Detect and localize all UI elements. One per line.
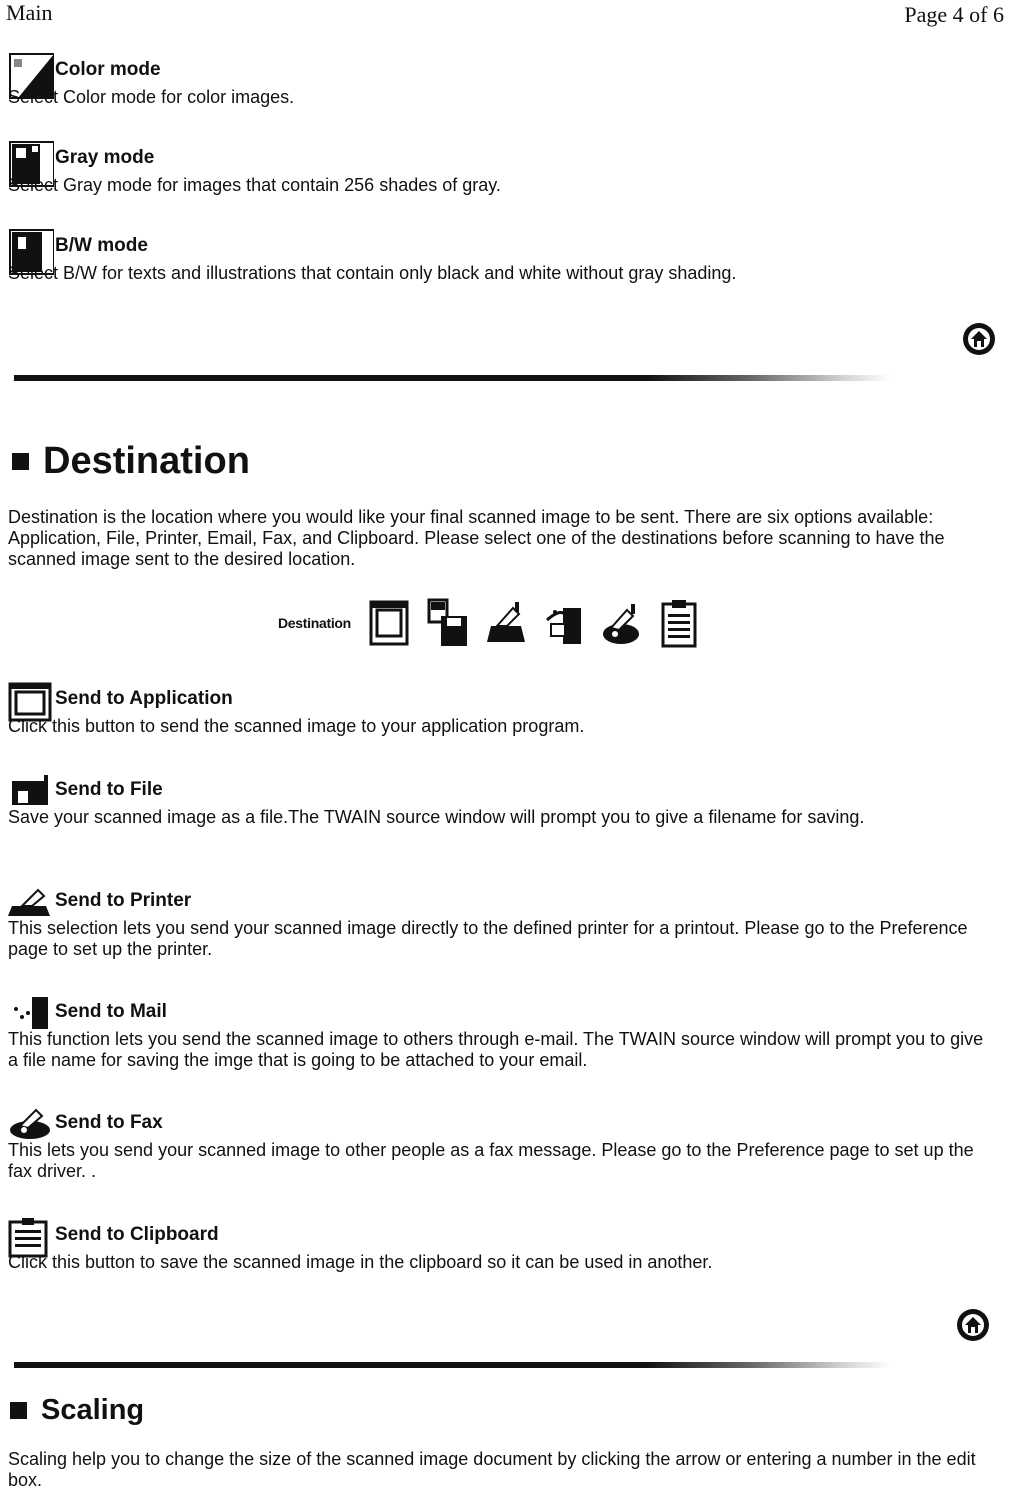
- send-to-application-description: Click this button to send the scanned image to your application program.: [8, 716, 585, 736]
- send-to-application-title: Send to Application: [55, 688, 233, 709]
- home-icon[interactable]: [956, 1308, 990, 1342]
- bw-mode-title: B/W mode: [55, 235, 148, 256]
- bw-mode-entry: [8, 231, 998, 284]
- send-to-fax-description: This lets you send your scanned image to other people as a fax message. Please go to the Preference page to set up the fax driver. .: [8, 1140, 974, 1181]
- page-header-title: Main: [6, 0, 53, 25]
- section-divider: [14, 1362, 890, 1368]
- scaling-description: Scaling help you to change the size of the scanned image document by clicking the arrow or entering a number in the edit box.: [8, 1449, 976, 1490]
- send-to-file-title: Send to File: [55, 779, 163, 800]
- page-number: Page 4 of 6: [904, 2, 1004, 27]
- clipboard-icon: [8, 1218, 54, 1252]
- color-mode-title: Color mode: [55, 59, 161, 80]
- square-bullet-icon: [12, 453, 29, 470]
- file-icon: [8, 773, 54, 807]
- printer-icon[interactable]: [485, 598, 527, 648]
- send-to-printer-description: This selection lets you send your scanned image directly to the defined printer for a printout. Please go to the Preference page to set up the printer.: [8, 918, 968, 959]
- gray-mode-entry: [8, 143, 998, 196]
- send-to-mail-title: Send to Mail: [55, 1001, 167, 1022]
- color-mode-description: Select Color mode for color images.: [8, 87, 295, 107]
- send-to-fax-entry: [8, 1108, 998, 1182]
- home-icon[interactable]: [962, 322, 996, 356]
- gray-mode-description: Select Gray mode for images that contain 256 shades of gray.: [8, 175, 501, 195]
- destination-intro: Destination is the location where you would like your final scanned image to be sent. There are six options available: Application, File, Printer, Email, Fax, and Clipboard. Please select one of the destinations before scanning to have the scanned image sent to the desired location.: [8, 507, 945, 569]
- gray-mode-icon: [8, 141, 54, 175]
- fax-icon: [8, 1106, 54, 1140]
- send-to-application-entry: [8, 684, 998, 737]
- send-to-printer-entry: [8, 886, 998, 960]
- destination-toolbar-label: Destination: [278, 615, 351, 631]
- mail-icon[interactable]: [543, 598, 585, 648]
- application-icon[interactable]: [369, 598, 411, 648]
- gray-mode-title: Gray mode: [55, 147, 155, 168]
- send-to-fax-title: Send to Fax: [55, 1112, 163, 1133]
- send-to-mail-description: This function lets you send the scanned image to others through e-mail. The TWAIN source window will prompt you to give a file name for saving the imge that is going to be attached to your email.: [8, 1029, 984, 1070]
- send-to-clipboard-title: Send to Clipboard: [55, 1224, 219, 1245]
- color-mode-entry: [8, 55, 998, 108]
- mail-icon: [8, 995, 54, 1029]
- printer-icon: [8, 884, 54, 918]
- scaling-heading-text: Scaling: [41, 1394, 145, 1426]
- color-mode-icon: [8, 53, 54, 87]
- square-bullet-icon: [10, 1402, 27, 1419]
- fax-icon[interactable]: [601, 598, 643, 648]
- send-to-file-entry: [8, 775, 998, 828]
- bw-mode-icon: [8, 229, 54, 263]
- send-to-file-description: Save your scanned image as a file.The TWAIN source window will prompt you to give a filename for saving.: [8, 807, 865, 827]
- send-to-clipboard-description: Click this button to save the scanned image in the clipboard so it can be used in another.: [8, 1252, 713, 1272]
- send-to-mail-entry: [8, 997, 998, 1071]
- destination-heading: [12, 440, 250, 483]
- bw-mode-description: Select B/W for texts and illustrations that contain only black and white without gray shading.: [8, 263, 737, 283]
- destination-toolbar: [278, 598, 717, 648]
- send-to-printer-title: Send to Printer: [55, 890, 192, 911]
- file-icon[interactable]: [427, 598, 469, 648]
- section-divider: [14, 375, 890, 381]
- clipboard-icon[interactable]: [659, 598, 701, 648]
- send-to-clipboard-entry: [8, 1220, 998, 1273]
- destination-heading-text: Destination: [43, 440, 250, 482]
- scaling-heading: [10, 1394, 144, 1427]
- application-icon: [8, 682, 54, 716]
